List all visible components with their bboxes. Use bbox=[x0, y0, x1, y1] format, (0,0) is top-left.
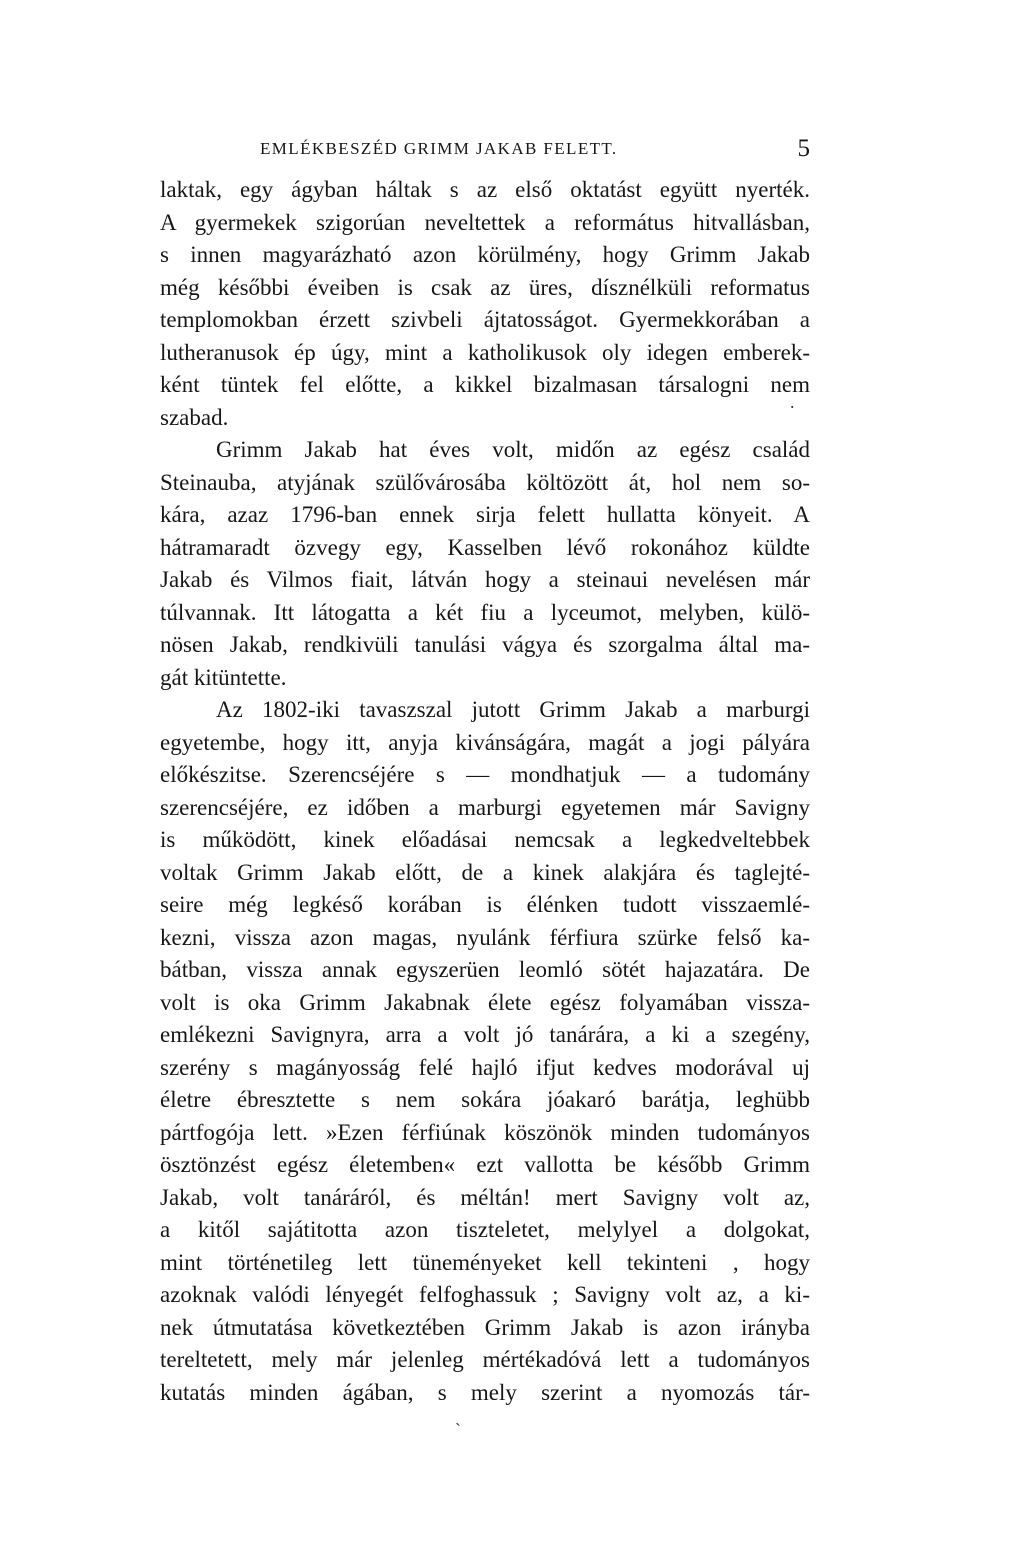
text-line: templomokban érzett szivbeli ájtatosságot. Gyermekkorában a bbox=[160, 307, 810, 332]
text-line: Az 1802-iki tavaszszal jutott Grimm Jakab a marburgi bbox=[216, 697, 810, 722]
text-line: Grimm Jakab hat éves volt, midőn az egész család bbox=[216, 437, 810, 462]
text-line: kutatás minden ágában, s mely szerint a nyomozás tár- bbox=[160, 1379, 810, 1405]
text-line: a kitől sajátitotta azon tiszteletet, melylyel a dolgokat, bbox=[160, 1217, 810, 1242]
text-line: seire még legkéső korában is élénken tudott visszaemlé- bbox=[160, 892, 810, 917]
stray-print-mark: . bbox=[790, 392, 795, 412]
text-line: túlvannak. Itt látogatta a két fiu a lyceumot, melyben, külö- bbox=[160, 599, 810, 625]
text-line: szabad. bbox=[160, 404, 229, 430]
text-line: pártfogója lett. »Ezen férfiúnak köszönök minden tudományos bbox=[160, 1119, 810, 1145]
text-line: Jakab, volt tanáráról, és méltán! mert Savigny volt az, bbox=[160, 1184, 810, 1210]
text-line: egyetembe, hogy itt, anyja kivánságára, magát a jogi pályára bbox=[160, 729, 810, 755]
text-line: életre ébresztette s nem sokára jóakaró barátja, leghübb bbox=[160, 1087, 810, 1112]
body-text bbox=[160, 174, 810, 1409]
text-line: előkészitse. Szerencséjére s — mondhatjuk — a tudomány bbox=[160, 762, 810, 787]
text-line: ösztönzést egész életemben« ezt vallotta be később Grimm bbox=[160, 1152, 810, 1177]
text-line: azoknak valódi lényegét felfoghassuk ; Savigny volt az, a ki- bbox=[160, 1282, 810, 1307]
text-line: Steinauba, atyjának szülővárosába költözött át, hol nem so- bbox=[160, 469, 810, 495]
text-line: szerény s magányosság felé hajló ifjut kedves modorával uj bbox=[160, 1054, 810, 1080]
text-line: s innen magyarázható azon körülmény, hogy Grimm Jakab bbox=[160, 242, 810, 267]
text-line: laktak, egy ágyban háltak s az első oktatást együtt nyerték. bbox=[160, 177, 810, 202]
text-line: nösen Jakab, rendkivüli tanulási vágya és szorgalma által ma- bbox=[160, 632, 810, 657]
text-line: voltak Grimm Jakab előtt, de a kinek alakjára és taglejté- bbox=[160, 859, 810, 885]
text-line: mint történetileg lett tüneményeket kell tekinteni , hogy bbox=[160, 1249, 810, 1275]
text-line: emlékezni Savignyra, arra a volt jó tanárára, a ki a szegény, bbox=[160, 1022, 810, 1047]
text-line: gát kitüntette. bbox=[160, 664, 287, 690]
text-line: bátban, vissza annak egyszerüen leomló sötét hajazatára. De bbox=[160, 957, 810, 982]
text-line: hátramaradt özvegy egy, Kasselben lévő rokonához küldte bbox=[160, 534, 810, 560]
text-line: Jakab és Vilmos fiait, látván hogy a steinaui nevelésen már bbox=[160, 567, 810, 592]
text-line: volt is oka Grimm Jakabnak élete egész folyamában vissza- bbox=[160, 989, 810, 1015]
text-line: lutheranusok ép úgy, mint a katholikusok oly idegen emberek- bbox=[160, 339, 810, 365]
text-line: tereltetett, mely már jelenleg mértékadóvá lett a tudományos bbox=[160, 1347, 810, 1372]
page-header bbox=[160, 135, 810, 165]
text-line: kára, azaz 1796-ban ennek sirja felett hullatta könyeit. A bbox=[160, 502, 810, 527]
running-title: EMLÉKBESZÉD GRIMM JAKAB FELETT. bbox=[260, 139, 618, 158]
text-line: is működött, kinek előadásai nemcsak a legkedveltebbek bbox=[160, 827, 810, 852]
stray-print-mark: ˏ bbox=[455, 1406, 461, 1426]
text-line: szerencséjére, ez időben a marburgi egyetemen már Savigny bbox=[160, 794, 810, 820]
text-line: A gyermekek szigorúan neveltettek a református hitvallásban, bbox=[160, 209, 810, 235]
text-line: nek útmutatása következtében Grimm Jakab is azon irányba bbox=[160, 1314, 810, 1340]
text-line: még későbbi éveiben is csak az üres, dísznélküli reformatus bbox=[160, 274, 810, 300]
text-line: ként tüntek fel előtte, a kikkel bizalmasan társalogni nem bbox=[160, 372, 810, 397]
page-number: 5 bbox=[797, 135, 810, 162]
text-line: kezni, vissza azon magas, nyulánk férfiura szürke felső ka- bbox=[160, 924, 810, 950]
